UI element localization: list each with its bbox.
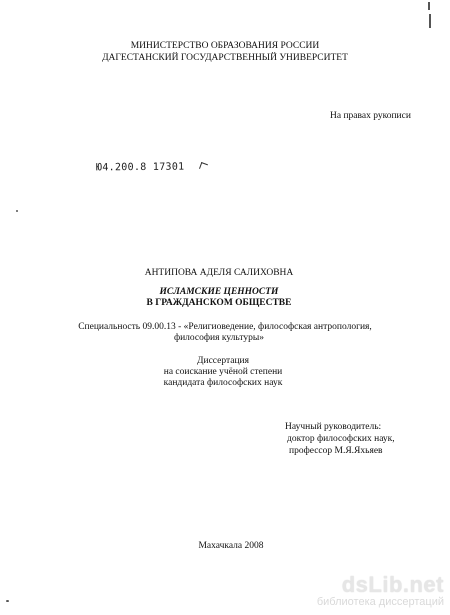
supervisor-degree: доктор философских наук, xyxy=(287,434,395,444)
dissertation-label: Диссертация xyxy=(197,356,249,366)
specialty-line2: философия культуры» xyxy=(173,333,265,343)
ministry-header: МИНИСТЕРСТВО ОБРАЗОВАНИЯ РОССИИ xyxy=(130,41,320,51)
watermark-subtitle: библиотека диссертаций xyxy=(316,596,444,608)
scan-speck xyxy=(6,600,9,602)
dslib-watermark xyxy=(317,574,444,609)
scan-artifact-mark xyxy=(427,2,431,32)
supervisor-label: Научный руководитель: xyxy=(285,422,382,432)
specialty-line1: Специальность 09.00.13 - «Религиоведение, философская антропология, xyxy=(78,322,372,332)
watermark-logo: dsLib.net xyxy=(341,572,444,597)
registration-stamp: Ю4.200.8 17301 xyxy=(95,161,185,174)
supervisor-name: профессор М.Я.Яхьяев xyxy=(289,446,383,456)
supervisor-block xyxy=(285,421,395,457)
rights-note: На правах рукописи xyxy=(330,111,411,121)
thesis-title-line2: В ГРАЖДАНСКОМ ОБЩЕСТВЕ xyxy=(146,298,292,308)
author-name: АНТИПОВА АДЕЛЯ САЛИХОВНА xyxy=(144,268,294,278)
stamp-tick-mark xyxy=(199,162,208,171)
dissertation-field-line: кандидата философских наук xyxy=(163,378,283,388)
university-header: ДАГЕСТАНСКИЙ ГОСУДАРСТВЕННЫЙ УНИВЕРСИТЕТ xyxy=(102,53,348,63)
thesis-title-line1: ИСЛАМСКИЕ ЦЕННОСТИ xyxy=(159,287,279,297)
place-and-year: Махачкала 2008 xyxy=(198,541,264,551)
scan-speck xyxy=(16,210,18,212)
dissertation-degree-line: на соискание учёной степени xyxy=(163,367,283,377)
